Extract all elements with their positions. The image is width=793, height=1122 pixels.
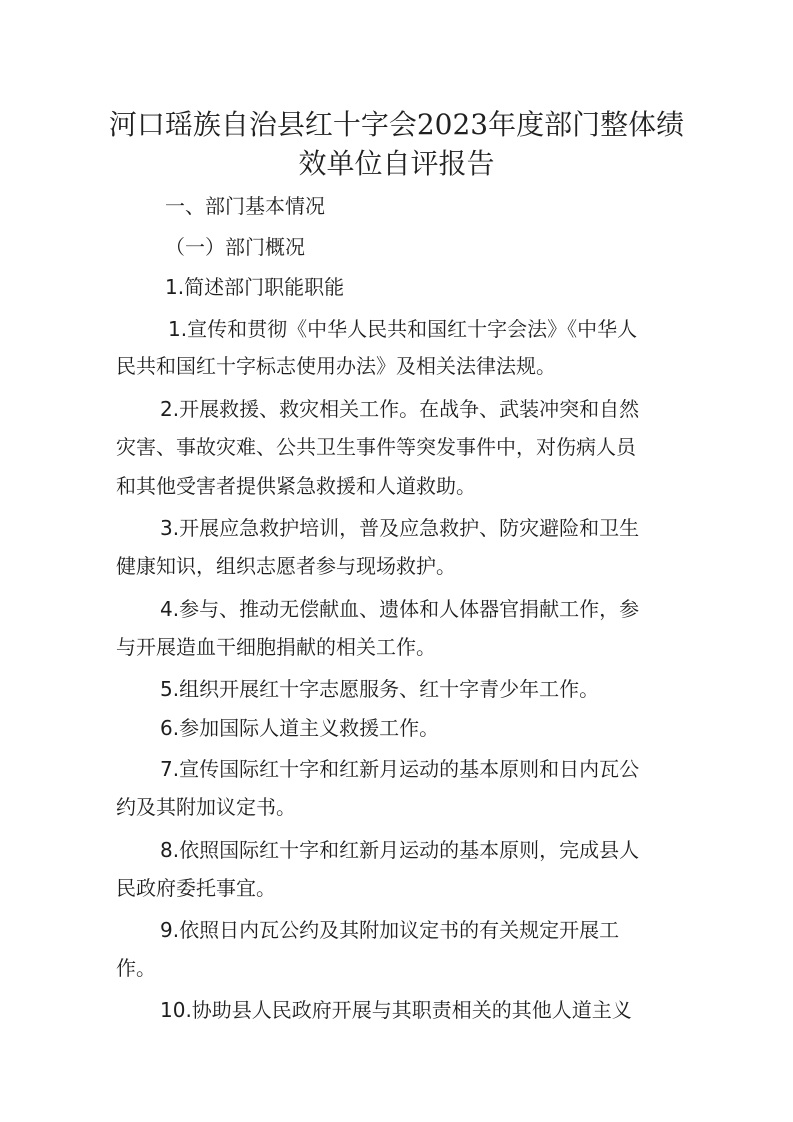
- subsection-heading: （一）部门概况: [165, 235, 305, 259]
- paragraph-line: 健康知识，组织志愿者参与现场救护。: [116, 554, 456, 578]
- subsubsection-heading: 1.简述部门职能职能: [165, 275, 345, 299]
- paragraph-line: 7.宣传国际红十字和红新月运动的基本原则和日内瓦公: [160, 757, 640, 781]
- paragraph-line: 作。: [116, 956, 156, 980]
- paragraph-line: 约及其附加议定书。: [116, 795, 296, 819]
- paragraph-line: 2.开展救援、救灾相关工作。在战争、武装冲突和自然: [160, 397, 640, 421]
- paragraph-line: 民政府委托事宜。: [116, 876, 276, 900]
- paragraph-line: 灾害、事故灾难、公共卫生事件等突发事件中，对伤病人员: [116, 435, 636, 459]
- paragraph-line: 3.开展应急救护培训，普及应急救护、防灾避险和卫生: [160, 516, 640, 540]
- paragraph-line: 9.依照日内瓦公约及其附加议定书的有关规定开展工: [160, 918, 620, 942]
- paragraph-line: 1.宣传和贯彻《中华人民共和国红十字会法》《中华人: [168, 317, 638, 341]
- paragraph-line: 10.协助县人民政府开展与其职责相关的其他人道主义: [160, 998, 632, 1022]
- paragraph-line: 6.参加国际人道主义救援工作。: [160, 716, 440, 740]
- paragraph-line: 4.参与、推动无偿献血、遗体和人体器官捐献工作，参: [160, 597, 640, 621]
- paragraph-line: 5.组织开展红十字志愿服务、红十字青少年工作。: [160, 677, 600, 701]
- document-title-line-1: 河口瑶族自治县红十字会2023年度部门整体绩: [108, 108, 685, 141]
- paragraph-line: 与开展造血干细胞捐献的相关工作。: [116, 635, 436, 659]
- section-heading: 一、部门基本情况: [165, 194, 325, 218]
- paragraph-line: 8.依照国际红十字和红新月运动的基本原则，完成县人: [160, 838, 640, 862]
- paragraph-line: 和其他受害者提供紧急救援和人道救助。: [116, 474, 476, 498]
- document-title-line-2: 效单位自评报告: [298, 147, 495, 180]
- paragraph-line: 民共和国红十字标志使用办法》及相关法律法规。: [116, 354, 556, 378]
